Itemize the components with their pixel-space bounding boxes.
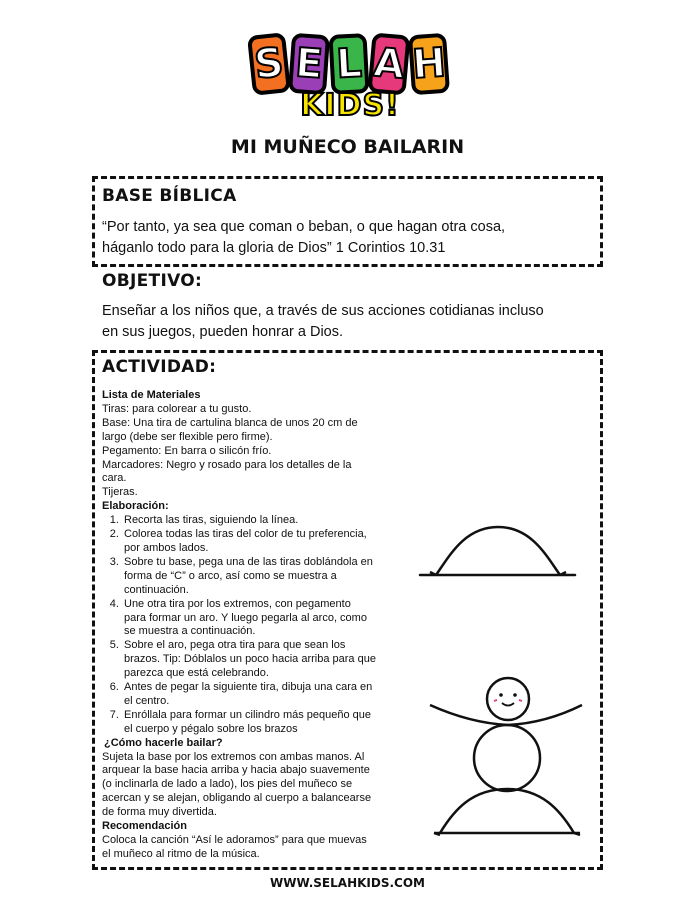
step-item: 6. Antes de pegar la siguiente tira, dibuja una cara en el centro.: [122, 681, 402, 709]
dance-text: Sujeta la base por los extremos con ambas manos. Al arquear la base hacia arriba y hacia abajo suavemente (o inclinarla de lado a lado), los pies del muñeco se acercan y se alejan, obligando al cuerpo a balancearse de forma muy divertida.: [102, 750, 372, 819]
logo-letter-l: L: [328, 33, 369, 95]
objetivo-line-1: Enseñar a los niños que, a través de sus acciones cotidianas incluso: [102, 303, 544, 319]
selah-kids-logo: [246, 24, 452, 128]
dance-title: ¿Cómo hacerle bailar?: [104, 736, 223, 749]
arch-on-base-illustration: [410, 515, 585, 585]
material-line: Tiras: para colorear a tu gusto.: [102, 402, 252, 415]
logo-letter-e: E: [288, 33, 330, 96]
step-item: 4. Une otra tira por los extremos, con pegamento para formar un aro. Y luego pegarla al arco, como se muestra a continuación.: [122, 598, 402, 640]
actividad-heading: ACTIVIDAD:: [102, 357, 217, 377]
recommendation-text: Coloca la canción “Así le adoramos” para que muevas el muñeco al ritmo de la música.: [102, 834, 367, 860]
step-item: 3. Sobre tu base, pega una de las tiras doblándola en forma de “C” o arco, así como se muestra a continuación.: [122, 556, 402, 598]
recommendation-title: Recomendación: [102, 820, 187, 833]
logo-kids: KIDS!: [300, 88, 400, 123]
logo-letter-a: A: [367, 32, 410, 95]
bible-verse-line-2: háganlo todo para la gloria de Dios” 1 Corintios 10.31: [102, 240, 446, 256]
material-line: Base: Una tira de cartulina blanca de unos 20 cm de: [102, 416, 358, 429]
bible-verse: [102, 217, 505, 259]
elaboracion-title: Elaboración:: [102, 500, 169, 513]
step-item: 5. Sobre el aro, pega otra tira para que sean los brazos. Tip: Dóblalos un poco hacia arriba para que parezca que está celebrando.: [122, 639, 402, 681]
step-item: 2. Colorea todas las tiras del color de tu preferencia, por ambos lados.: [122, 528, 402, 556]
logo-letter-h: H: [408, 33, 450, 96]
footer-website: WWW.SELAHKIDS.COM: [270, 876, 425, 890]
material-line: cara.: [102, 472, 127, 485]
dancing-doll-illustration: [410, 665, 590, 845]
material-line: Pegamento: En barra o silicón frío.: [102, 444, 272, 457]
materials-list: [102, 403, 402, 500]
page-title: MI MUÑECO BAILARIN: [230, 136, 465, 158]
material-line: Marcadores: Negro y rosado para los detalles de la: [102, 458, 352, 471]
actividad-content: [102, 389, 402, 862]
objetivo-line-2: en sus juegos, pueden honrar a Dios.: [102, 324, 344, 340]
step-item: 1. Recorta las tiras, siguiendo la línea.: [122, 514, 402, 528]
logo-letter-s: S: [247, 32, 291, 96]
base-biblica-heading: BASE BÍBLICA: [102, 186, 237, 206]
bible-verse-line-1: “Por tanto, ya sea que coman o beban, o que hagan otra cosa,: [102, 219, 506, 235]
steps-list: [106, 514, 402, 737]
material-line: largo (debe ser flexible pero firme).: [102, 430, 273, 443]
material-line: Tijeras.: [102, 486, 138, 499]
materials-title: Lista de Materiales: [102, 389, 201, 401]
objetivo-text: [102, 301, 544, 343]
objetivo-heading: OBJETIVO:: [102, 271, 203, 291]
step-item: 7. Enróllala para formar un cilindro más pequeño que el cuerpo y pégalo sobre los brazos: [122, 709, 402, 737]
